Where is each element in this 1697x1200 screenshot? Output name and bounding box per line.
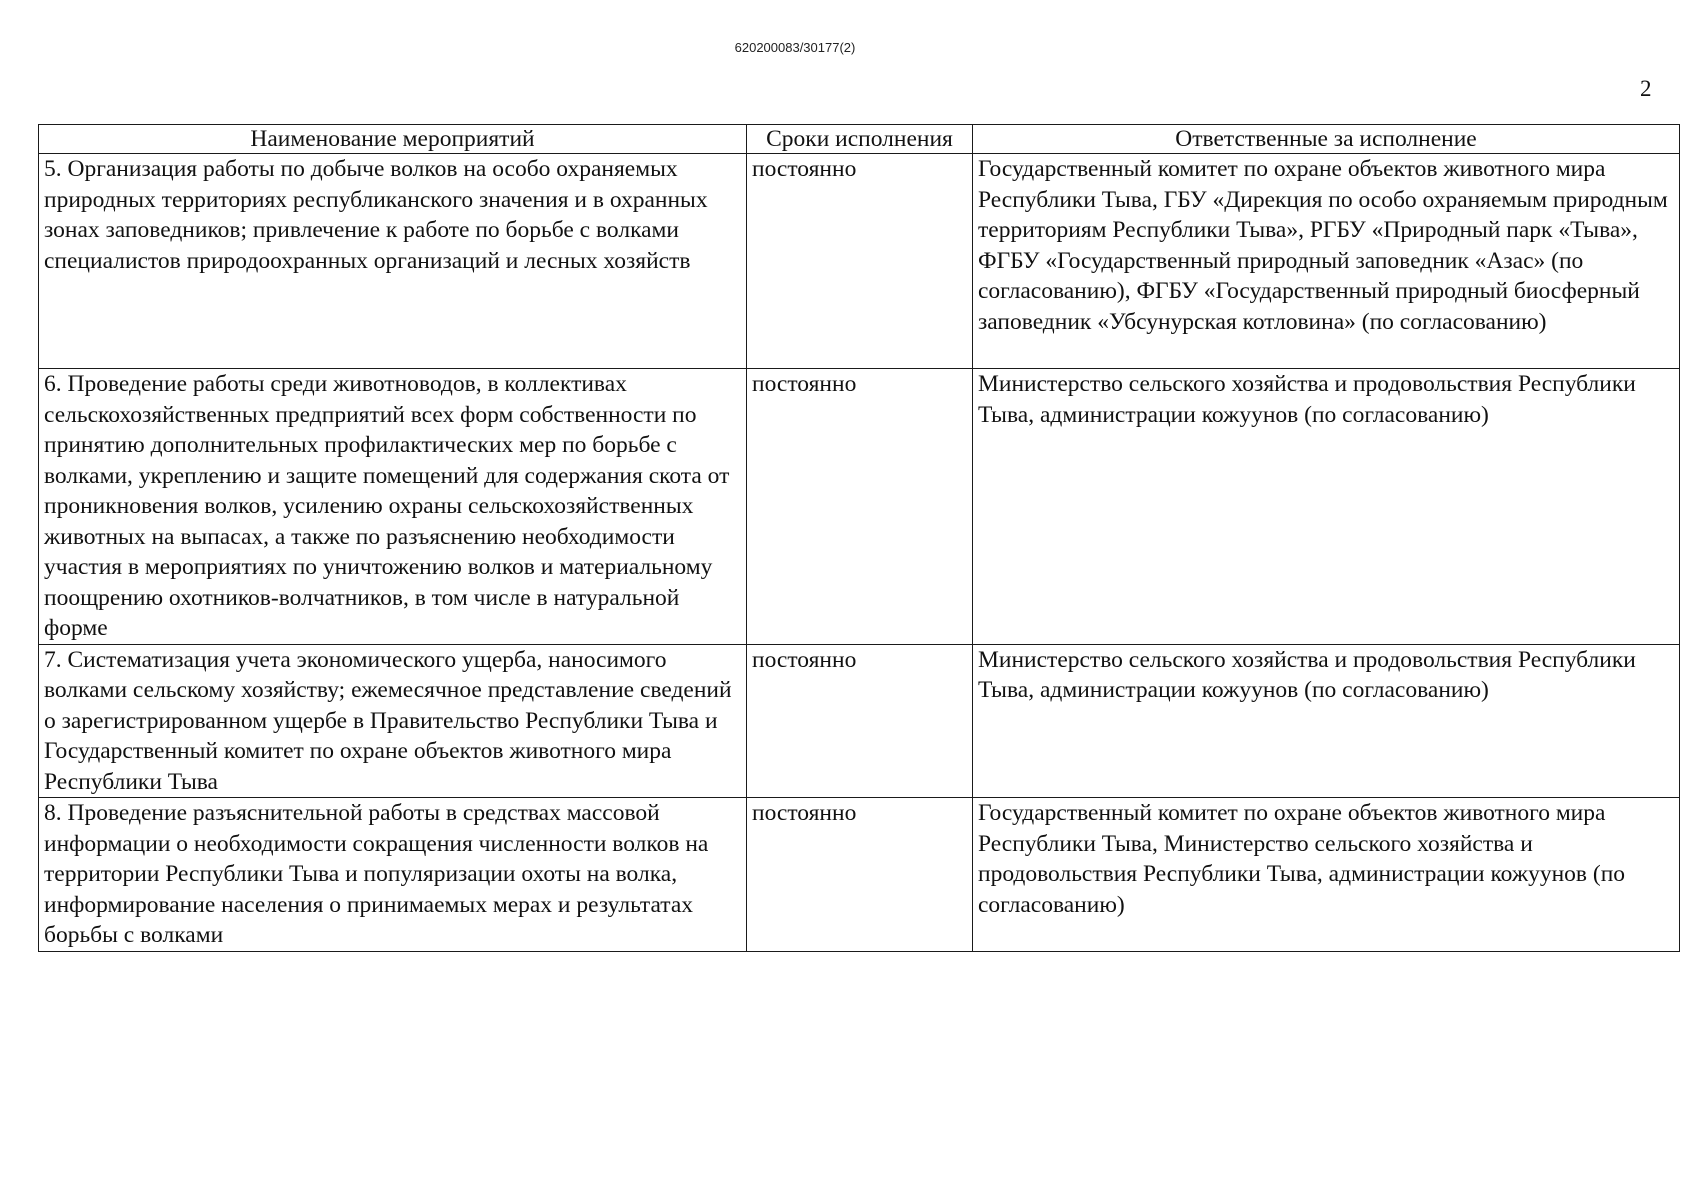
activity-cell: 5. Организация работы по добыче волков на особо охраняемых природных территориях республиканского значения и в охранных зонах заповедников; привлечение к работе по борьбе с волками специалистов природоохранных организаций и лесных хозяйств	[39, 154, 747, 369]
term-cell: постоянно	[747, 644, 973, 798]
activity-plan-table	[38, 124, 1680, 952]
responsible-cell: Министерство сельского хозяйства и продовольствия Республики Тыва, администрации кожуунов (по согласованию)	[973, 369, 1680, 645]
term-cell: постоянно	[747, 369, 973, 645]
table-body	[39, 154, 1680, 952]
page-number: 2	[1640, 76, 1652, 101]
activity-cell: 6. Проведение работы среди животноводов, в коллективах сельскохозяйственных предприятий всех форм собственности по принятию дополнительных профилактических мер по борьбе с волками, укреплению и защите помещений для содержания скота от проникновения волков, усилению охраны сельскохозяйственных животных на выпасах, а также по разъяснению необходимости участия в мероприятиях по уничтожению волков и материальному поощрению охотников-волчатников, в том числе в натуральной форме	[39, 369, 747, 645]
activity-cell: 7. Систематизация учета экономического ущерба, наносимого волками сельскому хозяйству; ежемесячное представление сведений о зарегистрированном ущербе в Правительство Республики Тыва и Государственный комитет по охране объектов животного мира Республики Тыва	[39, 644, 747, 798]
column-header-activity: Наименование мероприятий	[39, 125, 747, 154]
document-id: 620200083/30177(2)	[734, 40, 856, 55]
table-row	[39, 369, 1680, 645]
responsible-cell: Государственный комитет по охране объектов животного мира Республики Тыва, ГБУ «Дирекция по особо охраняемым природным территориям Республики Тыва», РГБУ «Природный парк «Тыва», ФГБУ «Государственный природный заповедник «Азас» (по согласованию), ФГБУ «Государственный природный биосферный заповедник «Убсунурская котловина» (по согласованию)	[973, 154, 1680, 369]
responsible-cell: Министерство сельского хозяйства и продовольствия Республики Тыва, администрации кожуунов (по согласованию)	[973, 644, 1680, 798]
column-header-responsible: Ответственные за исполнение	[973, 125, 1680, 154]
term-cell: постоянно	[747, 798, 973, 952]
term-cell: постоянно	[747, 154, 973, 369]
table-row	[39, 798, 1680, 952]
header-row	[39, 125, 1680, 154]
column-header-term: Сроки исполнения	[747, 125, 973, 154]
table-header	[39, 125, 1680, 154]
activity-cell: 8. Проведение разъяснительной работы в средствах массовой информации о необходимости сокращения численности волков на территории Республики Тыва и популяризации охоты на волка, информирование населения о принимаемых мерах и результатах борьбы с волками	[39, 798, 747, 952]
table-row	[39, 644, 1680, 798]
table-row	[39, 154, 1680, 369]
responsible-cell: Государственный комитет по охране объектов животного мира Республики Тыва, Министерство сельского хозяйства и продовольствия Республики Тыва, администрации кожуунов (по согласованию)	[973, 798, 1680, 952]
